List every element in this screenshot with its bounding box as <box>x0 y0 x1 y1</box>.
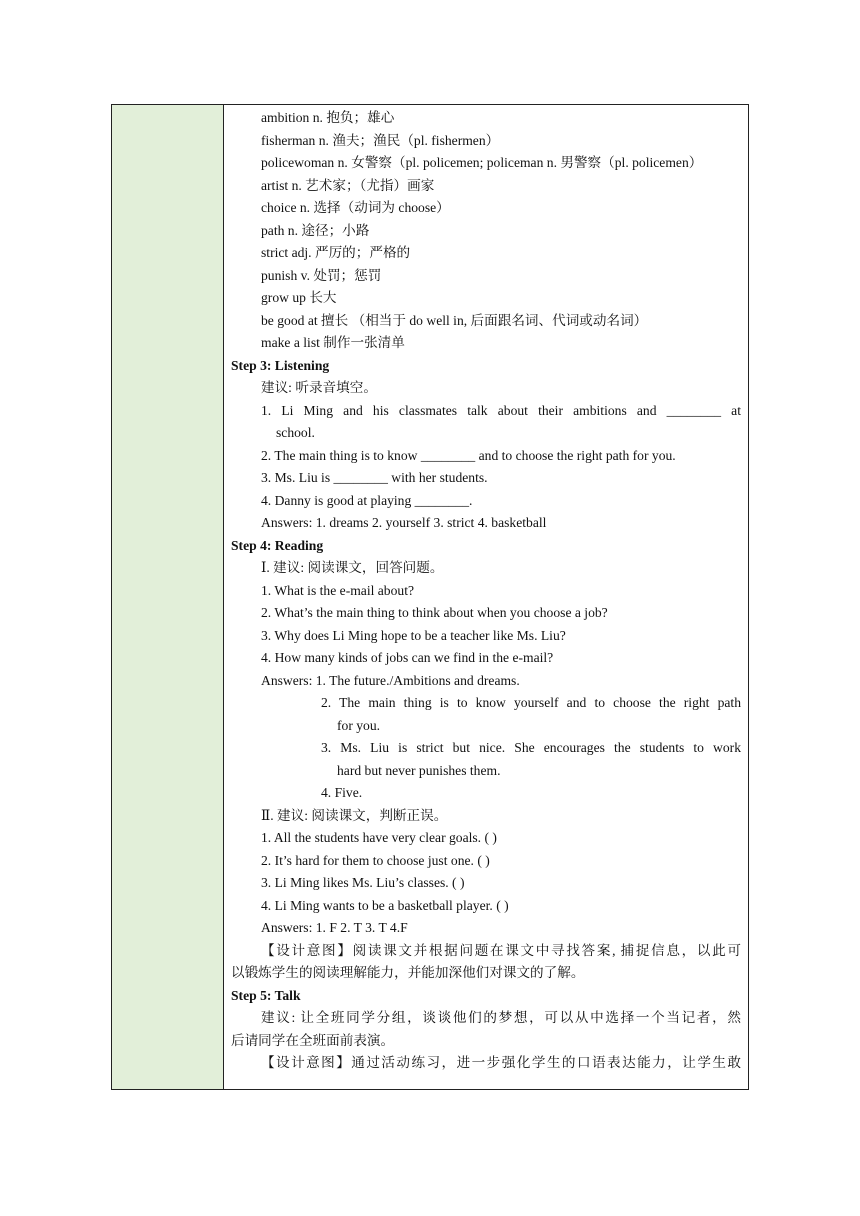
step5-suggestion: 建议: 让全班同学分组，谈谈他们的梦想，可以从中选择一个当记者，然 <box>261 1010 741 1025</box>
step4-question: 2. What’s the main thing to think about when you choose a job? <box>261 605 608 620</box>
vocab-item: be good at 擅长 （相当于 do well in, 后面跟名词、代词或动名词） <box>261 312 648 328</box>
step5-heading-bold: Step 5 <box>231 987 267 1003</box>
step5-suggestion-cont: 后请同学在全班面前表演。 <box>231 1032 395 1048</box>
step4-intent: 【设计意图】阅读课文并根据问题在课文中寻找答案, 捕捉信息，以此可 <box>261 942 741 958</box>
step4-answer: 4. Five. <box>321 785 363 800</box>
vocab-item: strict adj. 严厉的；严格的 <box>261 245 411 260</box>
step4-answer-cont: for you. <box>337 717 381 733</box>
step3-suggestion: 建议: 听录音填空。 <box>261 380 377 395</box>
step4-statement: 1. All the students have very clear goals. ( ) <box>261 830 497 845</box>
step3-question: 4. Danny is good at playing ________. <box>261 492 473 508</box>
vocab-item: path n. 途径；小路 <box>261 222 370 238</box>
vocab-item: make a list 制作一张清单 <box>261 335 405 350</box>
step4-heading: Step 4: Reading <box>231 537 324 553</box>
vocab-item: ambition n. 抱负；雄心 <box>261 110 395 125</box>
step4-answer: Answers: 1. The future./Ambitions and dreams. <box>261 672 520 688</box>
step4-answer-cont: hard but never punishes them. <box>337 762 501 778</box>
step3-question: 2. The main thing is to know ________ and to choose the right path for you. <box>261 447 676 463</box>
step4-question: 4. How many kinds of jobs can we find in the e-mail? <box>261 650 554 665</box>
step4-statement-answers: Answers: 1. F 2. T 3. T 4.F <box>261 920 408 935</box>
left-column-cell <box>112 105 224 1089</box>
step3-question-cont: school. <box>276 425 315 440</box>
step5-heading-rest: : Talk <box>266 987 301 1003</box>
step5-intent: 【设计意图】通过活动练习，进一步强化学生的口语表达能力，让学生敢 <box>261 1055 741 1070</box>
step4-answer: 3. Ms. Liu is strict but nice. She encourages the students to work <box>321 740 741 755</box>
step4-question: 3. Why does Li Ming hope to be a teacher like Ms. Liu? <box>261 627 566 643</box>
vocab-item: artist n. 艺术家；（尤指）画家 <box>261 177 435 193</box>
vocab-item: punish v. 处罚；惩罚 <box>261 267 382 283</box>
step4-intent-cont: 以锻炼学生的阅读理解能力，并能加深他们对课文的了解。 <box>231 965 585 980</box>
step5-heading <box>231 985 741 1008</box>
vocab-item: grow up 长大 <box>261 290 337 305</box>
step3-question: 1. Li Ming and his classmates talk about their ambitions and ________ at <box>261 402 741 418</box>
step4-statement: 4. Li Ming wants to be a basketball player. ( ) <box>261 897 509 913</box>
step4-statement: 2. It’s hard for them to choose just one. ( ) <box>261 852 490 868</box>
vocab-item: policewoman n. 女警察（pl. policemen; policeman n. 男警察（pl. policemen） <box>261 155 703 170</box>
step3-heading: Step 3: Listening <box>231 357 330 373</box>
content-cell <box>224 105 748 1089</box>
step4-part1-suggestion: Ⅰ. 建议: 阅读课文，回答问题。 <box>261 560 444 575</box>
lesson-table <box>111 104 749 1090</box>
step4-question: 1. What is the e-mail about? <box>261 582 415 598</box>
step3-question: 3. Ms. Liu is ________ with her students. <box>261 470 488 485</box>
vocab-item: choice n. 选择（动词为 choose） <box>261 200 450 215</box>
step3-answers: Answers: 1. dreams 2. yourself 3. strict 4. basketball <box>261 515 547 530</box>
step4-part2-suggestion: Ⅱ. 建议: 阅读课文，判断正误。 <box>261 807 448 823</box>
step4-answer: 2. The main thing is to know yourself and to choose the right path <box>321 695 741 710</box>
step4-statement: 3. Li Ming likes Ms. Liu’s classes. ( ) <box>261 875 465 890</box>
vocab-item: fisherman n. 渔夫；渔民（pl. fishermen） <box>261 132 500 148</box>
